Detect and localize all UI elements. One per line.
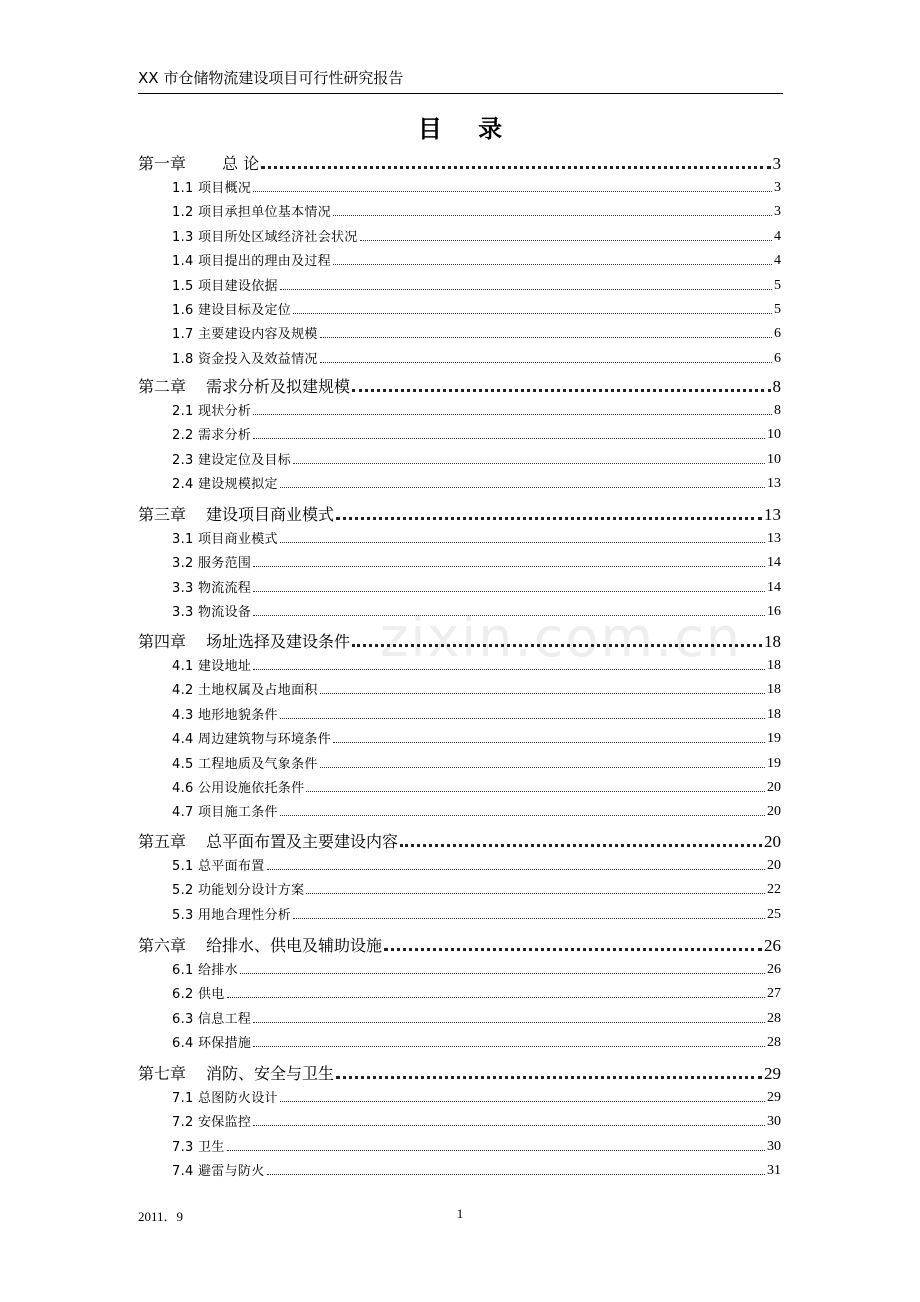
dot-leader [400,844,762,847]
toc-section-item[interactable] [172,600,781,620]
section-page-number: 8 [774,403,781,418]
chapter-title: 总 论 [222,154,260,173]
section-page-number: 28 [767,1011,781,1026]
dot-leader [280,289,772,290]
toc-section-item[interactable] [172,854,781,874]
toc-chapter-3[interactable] [138,501,781,525]
toc-section-item[interactable] [172,200,781,220]
section-page-number: 20 [767,780,781,795]
dot-leader [253,414,772,415]
chapter-number: 第七章 [138,1064,187,1083]
toc-chapter-6[interactable] [138,932,781,956]
section-page-number: 13 [767,476,781,491]
section-page-number: 6 [774,326,781,341]
toc-title: 目 录 [417,115,517,143]
chapter-title: 场址选择及建设条件 [206,632,351,651]
chapter-title: 消防、安全与卫生 [206,1064,335,1083]
section-title: 1.2 项目承担单位基本情况 [172,205,332,220]
section-title: 7.2 安保监控 [172,1115,252,1130]
dot-leader [253,1046,765,1047]
toc-section-item[interactable] [172,703,781,723]
section-title: 1.3 项目所处区域经济社会状况 [172,230,358,245]
section-page-number: 18 [767,707,781,722]
section-page-number: 27 [767,986,781,1001]
section-page-number: 4 [774,229,781,244]
section-title: 2.2 需求分析 [172,428,252,443]
dot-leader [293,313,772,314]
toc-chapter-4[interactable] [138,628,781,652]
dot-leader [293,918,765,919]
section-title: 7.3 卫生 [172,1140,225,1155]
toc-section-item[interactable] [172,225,781,245]
footer-date: 2011．9 [138,1209,184,1224]
toc-section-item[interactable] [172,654,781,674]
section-page-number: 5 [774,278,781,293]
dot-leader [253,566,765,567]
section-page-number: 6 [774,351,781,366]
dot-leader [320,767,765,768]
section-page-number: 18 [767,682,781,697]
dot-leader [253,615,765,616]
section-title: 1.6 建设目标及定位 [172,303,292,318]
dot-leader [333,215,772,216]
chapter-title: 需求分析及拟建规模 [206,377,351,396]
dot-leader [333,742,765,743]
section-title: 1.8 资金投入及效益情况 [172,352,318,367]
chapter-title: 给排水、供电及辅助设施 [206,936,383,955]
section-title: 4.3 地形地貌条件 [172,708,278,723]
dot-leader [352,389,770,392]
dot-leader [360,240,772,241]
section-title: 4.7 项目施工条件 [172,805,278,820]
dot-leader [320,693,765,694]
section-title: 6.3 信息工程 [172,1012,252,1027]
chapter-page-number: 26 [764,936,781,955]
chapter-page-number: 8 [772,377,781,396]
section-title: 7.1 总图防火设计 [172,1091,278,1106]
chapter-page-number: 29 [764,1064,781,1083]
section-title: 3.3 物流设备 [172,605,252,620]
section-page-number: 14 [767,555,781,570]
toc-chapter-1[interactable] [138,150,781,174]
chapter-number: 第五章 [138,832,187,851]
section-title: 1.7 主要建设内容及规模 [172,327,318,342]
toc-section-item[interactable] [172,982,781,1002]
section-page-number: 10 [767,427,781,442]
chapter-page-number: 13 [764,505,781,524]
dot-leader [253,1125,765,1126]
section-page-number: 3 [774,180,781,195]
toc-section-item[interactable] [172,322,781,342]
dot-leader [306,791,765,792]
dot-leader [280,815,765,816]
dot-leader [384,948,762,951]
dot-leader [253,669,765,670]
section-page-number: 26 [767,962,781,977]
section-title: 5.1 总平面布置 [172,859,265,874]
chapter-number: 第四章 [138,632,187,651]
section-title: 4.1 建设地址 [172,659,252,674]
toc-section-item[interactable] [172,1159,781,1179]
section-page-number: 30 [767,1139,781,1154]
dot-leader [280,1101,765,1102]
toc-section-item[interactable] [172,1135,781,1155]
dot-leader [336,517,762,520]
section-title: 4.4 周边建筑物与环境条件 [172,732,332,747]
toc-section-item[interactable] [172,752,781,772]
section-page-number: 19 [767,731,781,746]
chapter-number: 第三章 [138,505,187,524]
toc-section-item[interactable] [172,878,781,898]
section-page-number: 18 [767,658,781,673]
section-title: 4.6 公用设施依托条件 [172,781,305,796]
section-title: 2.3 建设定位及目标 [172,453,292,468]
section-page-number: 25 [767,907,781,922]
toc-section-item[interactable] [172,800,781,820]
toc-section-item[interactable] [172,399,781,419]
toc-section-item[interactable] [172,1086,781,1106]
section-title: 3.2 服务范围 [172,556,252,571]
toc-section-item[interactable] [172,298,781,318]
section-page-number: 20 [767,804,781,819]
section-page-number: 20 [767,858,781,873]
dot-leader [261,166,770,169]
section-title: 1.5 项目建设依据 [172,279,278,294]
dot-leader [240,973,765,974]
section-title: 5.2 功能划分设计方案 [172,883,305,898]
dot-leader [267,869,765,870]
section-title: 6.1 给排水 [172,963,238,978]
header-title: XX 市仓储物流建设项目可行性研究报告 [138,69,404,87]
section-page-number: 10 [767,452,781,467]
toc-section-item[interactable] [172,423,781,443]
toc-section-item[interactable] [172,1007,781,1027]
dot-leader [253,438,765,439]
section-page-number: 3 [774,204,781,219]
dot-leader [253,1022,765,1023]
toc-section-item[interactable] [172,776,781,796]
section-page-number: 5 [774,302,781,317]
toc-section-item[interactable] [172,472,781,492]
toc-section-item[interactable] [172,1110,781,1130]
dot-leader [280,542,765,543]
section-title: 3.1 项目商业模式 [172,532,278,547]
watermark: zixin.com.cn [380,606,743,669]
section-title: 4.5 工程地质及气象条件 [172,757,318,772]
toc-section-item[interactable] [172,727,781,747]
dot-leader [352,644,762,647]
chapter-page-number: 18 [764,632,781,651]
dot-leader [227,1150,765,1151]
chapter-number: 第二章 [138,377,187,396]
section-page-number: 16 [767,604,781,619]
footer-page-number: 1 [456,1206,464,1221]
dot-leader [336,1076,762,1079]
toc-section-item[interactable] [172,958,781,978]
chapter-number: 第六章 [138,936,187,955]
dot-leader [227,997,765,998]
dot-leader [320,337,772,338]
toc-section-item[interactable] [172,903,781,923]
section-title: 2.4 建设规模拟定 [172,477,278,492]
dot-leader [267,1174,765,1175]
dot-leader [280,718,765,719]
toc-section-item[interactable] [172,448,781,468]
toc-section-item[interactable] [172,527,781,547]
chapter-title: 总平面布置及主要建设内容 [206,832,399,851]
section-title: 3.3 物流流程 [172,581,252,596]
section-page-number: 19 [767,756,781,771]
section-title: 2.1 现状分析 [172,404,252,419]
section-page-number: 30 [767,1114,781,1129]
toc-chapter-7[interactable] [138,1060,781,1084]
toc-section-item[interactable] [172,551,781,571]
toc-section-item[interactable] [172,576,781,596]
toc-section-item[interactable] [172,274,781,294]
dot-leader [320,362,772,363]
section-page-number: 13 [767,531,781,546]
toc-section-item[interactable] [172,347,781,367]
toc-chapter-5[interactable] [138,828,781,852]
dot-leader [306,893,765,894]
section-title: 6.4 环保措施 [172,1036,252,1051]
section-title: 4.2 土地权属及占地面积 [172,683,318,698]
section-page-number: 14 [767,580,781,595]
dot-leader [280,487,765,488]
section-title: 7.4 避雷与防火 [172,1164,265,1179]
section-page-number: 31 [767,1163,781,1178]
chapter-page-number: 20 [764,832,781,851]
toc-section-item[interactable] [172,249,781,269]
dot-leader [293,463,765,464]
section-page-number: 4 [774,253,781,268]
section-page-number: 22 [767,882,781,897]
section-page-number: 28 [767,1035,781,1050]
toc-chapter-2[interactable] [138,373,781,397]
toc-section-item[interactable] [172,678,781,698]
dot-leader [333,264,772,265]
dot-leader [253,591,765,592]
toc-section-item[interactable] [172,1031,781,1051]
section-page-number: 29 [767,1090,781,1105]
chapter-title: 建设项目商业模式 [206,505,335,524]
toc-section-item[interactable] [172,176,781,196]
section-title: 6.2 供电 [172,987,225,1002]
section-title: 5.3 用地合理性分析 [172,908,292,923]
chapter-page-number: 3 [772,154,781,173]
section-title: 1.1 项目概况 [172,181,252,196]
dot-leader [253,191,772,192]
chapter-number: 第一章 [138,154,187,173]
section-title: 1.4 项目提出的理由及过程 [172,254,332,269]
